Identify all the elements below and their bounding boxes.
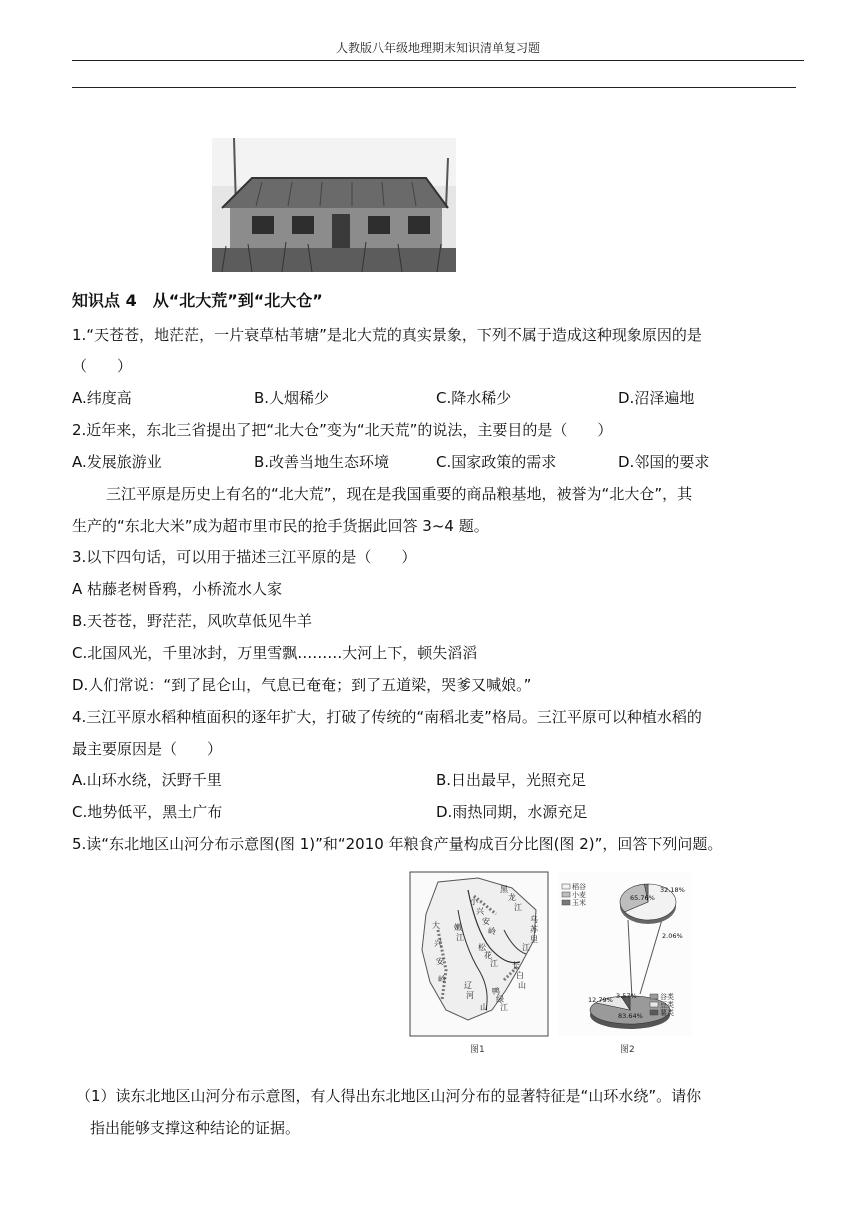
q1-option-a: A.纬度高 [72, 389, 132, 407]
q2-option-a: A.发展旅游业 [72, 453, 162, 471]
map-label: 江 [514, 903, 522, 912]
q3-option-b: B.天苍苍，野茫茫，风吹草低见牛羊 [72, 612, 313, 630]
top-pie-label-wheat: 32.18% [660, 886, 685, 894]
q4-stem: 4.三江平原水稻种植面积的逐年扩大，打破了传统的“南稻北麦”格局。三江平原可以种植水稻的 [72, 708, 702, 726]
map-label: 安 [482, 917, 490, 926]
map-label: 白 [516, 971, 524, 980]
bottom-pie-label-beans: 12.79% [588, 996, 613, 1004]
legend-beans: 豆类 [660, 1001, 674, 1009]
legend-corn: 玉米 [572, 899, 586, 907]
map-label: 江 [522, 943, 530, 952]
map-label: 小 [470, 897, 478, 906]
page-header: 人教版八年级地理期末知识清单复习题 [72, 38, 804, 61]
q2-option-b: B.改善当地生态环境 [254, 453, 390, 471]
top-pie-label-corn: 2.06% [662, 932, 683, 940]
q3-option-a: A 枯藤老树昏鸦，小桥流水人家 [72, 580, 283, 598]
q1-option-d: D.沼泽遍地 [618, 389, 695, 407]
map-label: 大 [432, 921, 440, 930]
map-label: 黑 [500, 885, 508, 894]
q3-option-c: C.北国风光，千里冰封，万里雪飘………大河上下，顿失滔滔 [72, 644, 478, 662]
map-label: 山 [480, 1003, 488, 1012]
map-label: 乌 [530, 915, 538, 924]
map-label: 岭 [438, 975, 446, 984]
q4-option-b: B.日出最早，光照充足 [436, 771, 587, 789]
map-label: 河 [466, 991, 474, 1000]
map-label: 江 [500, 1003, 508, 1012]
passage-line-1: 三江平原是历史上有名的“北大荒”，现在是我国重要的商品粮基地，被誉为“北大仓”，其 [106, 485, 693, 503]
q4-option-a: A.山环水绕，沃野千里 [72, 771, 222, 789]
top-pie-label-rice: 65.76% [630, 894, 655, 902]
map-label: 辽 [464, 981, 472, 990]
passage-line-2: 生产的“东北大米”成为超市里市民的抢手货据此回答 3~4 题。 [72, 517, 489, 535]
map-caption: 图1 [470, 1045, 485, 1055]
map-label: 江 [490, 959, 498, 968]
divider-line [72, 87, 796, 88]
map-label: 长 [512, 961, 520, 970]
map-label: 苏 [530, 925, 538, 934]
q5-stem: 5.读“东北地区山河分布示意图(图 1)”和“2010 年粮食产量构成百分比图(图 2)”，回答下列问题。 [72, 835, 723, 853]
map-label: 岭 [488, 927, 496, 936]
q4-stem-line-2: 最主要原因是（ ） [72, 740, 223, 758]
q4-option-c: C.地势低平，黑土广布 [72, 803, 223, 821]
q1-option-c: C.降水稀少 [436, 389, 512, 407]
q2-stem: 2.近年来，东北三省提出了把“北大仓”变为“北天荒”的说法，主要目的是（ ） [72, 421, 613, 439]
q5-sub1-line-2: 指出能够支撑这种结论的证据。 [90, 1119, 301, 1137]
thatched-house-photo [212, 138, 456, 272]
q5-sub1-line-1: （1）读东北地区山河分布示意图，有人得出东北地区山河分布的显著特征是“山环水绕”。请你 [76, 1087, 702, 1105]
bottom-pie-label-cereals: 83.64% [618, 1012, 643, 1020]
legend-tubers: 薯类 [660, 1009, 674, 1017]
legend-cereals: 谷类 [660, 993, 674, 1001]
map-label: 绿 [496, 995, 504, 1004]
q2-option-d: D.邻国的要求 [618, 453, 710, 471]
q3-stem: 3.以下四句话，可以用于描述三江平原的是（ ） [72, 548, 417, 566]
map-label: 松 [478, 943, 486, 952]
grain-pie-charts [558, 872, 692, 1055]
pie-caption: 图2 [620, 1045, 635, 1055]
map-label: 嫩 [454, 923, 462, 932]
q4-option-d: D.雨热同期，水源充足 [436, 803, 588, 821]
q3-option-d: D.人们常说：“到了昆仑山，气息已奄奄；到了五道梁，哭爹又喊娘。” [72, 676, 532, 694]
q1-option-b: B.人烟稀少 [254, 389, 330, 407]
bottom-pie-label-tubers: 3.57% [616, 992, 637, 1000]
map-label: 鸭 [492, 987, 500, 996]
q1-stem: 1.“天苍苍，地茫茫，一片衰草枯苇塘”是北大荒的真实景象，下列不属于造成这种现象原因的是 [72, 326, 702, 344]
section-heading: 知识点 4 从“北大荒”到“北大仓” [72, 291, 323, 310]
map-label: 山 [518, 981, 526, 990]
map-label: 花 [484, 951, 492, 960]
q2-option-c: C.国家政策的需求 [436, 453, 557, 471]
map-label: 兴 [434, 939, 442, 948]
q1-stem-blank: （ ） [72, 357, 133, 375]
legend-wheat: 小麦 [572, 891, 586, 899]
legend-rice: 稻谷 [572, 883, 586, 891]
map-label: 龙 [508, 893, 516, 902]
northeast-map [410, 872, 548, 1055]
map-label: 安 [436, 957, 444, 966]
q5-figure [408, 870, 694, 1058]
map-label: 里 [530, 935, 538, 944]
map-label: 兴 [476, 907, 484, 916]
map-label: 江 [456, 933, 464, 942]
